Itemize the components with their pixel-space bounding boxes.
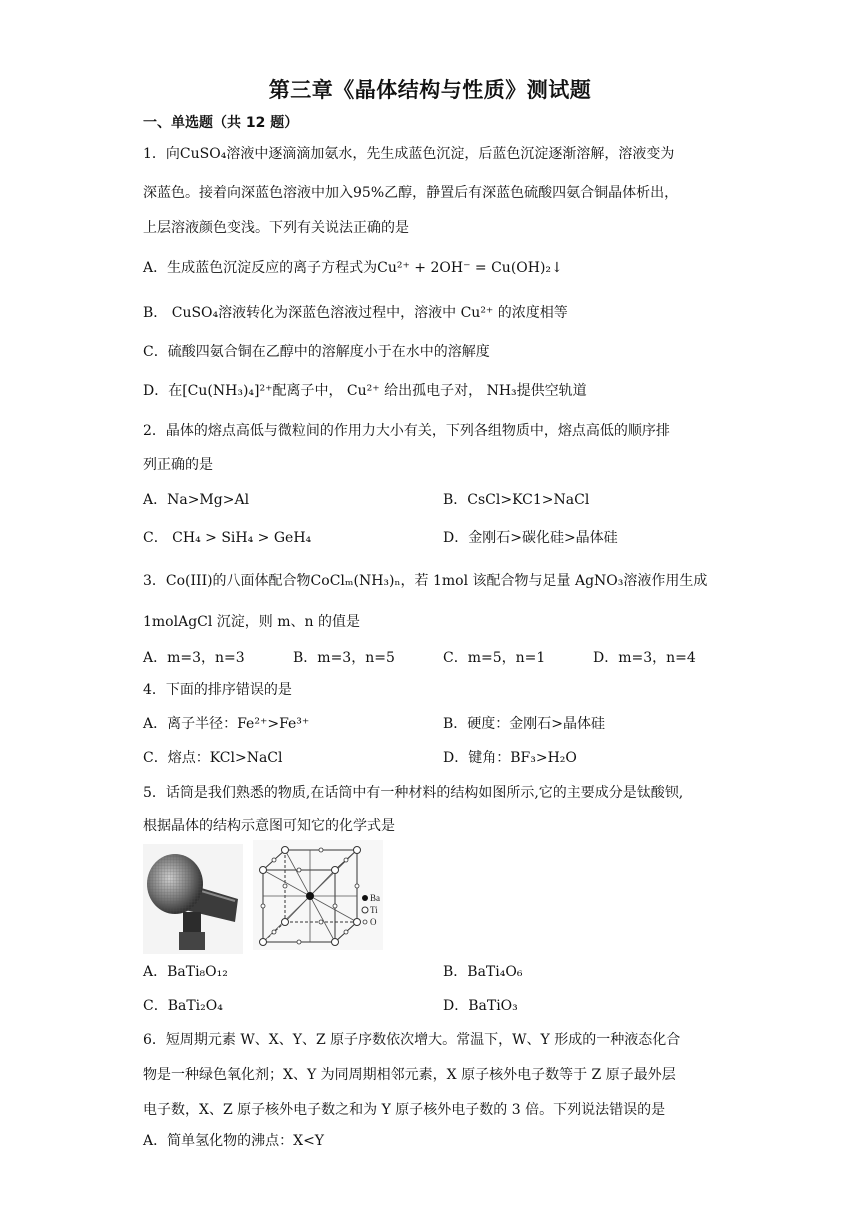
q1-option-c: C．硫酸四氨合铜在乙醇中的溶解度小于在水中的溶解度 xyxy=(143,344,490,360)
q1-stem-line3: 上层溶液颜色变浅。下列有关说法正确的是 xyxy=(143,220,409,236)
q5-option-c: C．BaTi₂O₄ xyxy=(143,998,223,1014)
q5-option-d: D．BaTiO₃ xyxy=(443,998,518,1014)
q6-option-a: A．简单氢化物的沸点：X<Y xyxy=(143,1133,325,1149)
q1-option-b: B． CuSO₄溶液转化为深蓝色溶液过程中，溶液中 Cu²⁺ 的浓度相等 xyxy=(143,305,568,321)
q5-stem-line2: 根据晶体的结构示意图可知它的化学式是 xyxy=(143,818,395,834)
legend-o: O xyxy=(370,917,377,927)
q3-option-b: B．m=3，n=5 xyxy=(293,650,395,666)
q3-option-c: C．m=5，n=1 xyxy=(443,650,546,666)
q2-stem-line2: 列正确的是 xyxy=(143,457,213,473)
legend-ti: Ti xyxy=(370,905,378,915)
crystal-structure-diagram xyxy=(253,840,383,950)
q6-stem-line3: 电子数，X、Z 原子核外电子数之和为 Y 原子核外电子数的 3 倍。下列说法错误的是 xyxy=(143,1102,666,1118)
q2-option-b: B．CsCl>KC1>NaCl xyxy=(443,492,590,508)
legend-ba: Ba xyxy=(370,893,380,903)
q1-option-d: D．在[Cu(NH₃)₄]²⁺配离子中， Cu²⁺ 给出孤电子对， NH₃提供空轨道 xyxy=(143,383,587,399)
q3-stem-line1: 3．Co(III)的八面体配合物CoClₘ(NH₃)ₙ，若 1mol 该配合物与足量 AgNO₃溶液作用生成 xyxy=(143,573,708,589)
q2-stem-line1: 2．晶体的熔点高低与微粒间的作用力大小有关，下列各组物质中，熔点高低的顺序排 xyxy=(143,423,670,439)
q4-stem: 4．下面的排序错误的是 xyxy=(143,682,292,698)
q4-option-c: C．熔点：KCl>NaCl xyxy=(143,750,283,766)
q5-stem-line1: 5．话筒是我们熟悉的物质,在话筒中有一种材料的结构如图所示,它的主要成分是钛酸钡, xyxy=(143,785,684,801)
q2-option-c: C． CH₄ > SiH₄ > GeH₄ xyxy=(143,530,312,546)
q1-option-a: A．生成蓝色沉淀反应的离子方程式为Cu²⁺ + 2OH⁻ = Cu(OH)₂↓ xyxy=(143,260,563,276)
page-title: 第三章《晶体结构与性质》测试题 xyxy=(268,78,592,102)
q3-option-a: A．m=3，n=3 xyxy=(143,650,245,666)
section-heading: 一、单选题（共 12 题） xyxy=(143,115,299,131)
q3-stem-line2: 1molAgCl 沉淀，则 m、n 的值是 xyxy=(143,614,360,630)
q4-option-d: D．键角：BF₃>H₂O xyxy=(443,750,577,766)
q3-option-d: D．m=3，n=4 xyxy=(593,650,696,666)
q2-option-d: D．金刚石>碳化硅>晶体硅 xyxy=(443,530,618,546)
q5-figure xyxy=(143,840,380,950)
q2-option-a: A．Na>Mg>Al xyxy=(143,492,250,508)
q1-stem-line2: 深蓝色。接着向深蓝色溶液中加入95%乙醇，静置后有深蓝色硫酸四氨合铜晶体析出， xyxy=(143,185,679,201)
microphone-image xyxy=(143,844,243,954)
q4-option-b: B．硬度：金刚石>晶体硅 xyxy=(443,716,606,732)
q1-stem-line1: 1．向CuSO₄溶液中逐滴滴加氨水，先生成蓝色沉淀，后蓝色沉淀逐渐溶解，溶液变为 xyxy=(143,146,675,162)
q5-option-b: B．BaTi₄O₆ xyxy=(443,964,523,980)
q6-stem-line2: 物是一种绿色氧化剂；X、Y 为同周期相邻元素，X 原子核外电子数等于 Z 原子最外层 xyxy=(143,1067,676,1083)
q6-stem-line1: 6．短周期元素 W、X、Y、Z 原子序数依次增大。常温下，W、Y 形成的一种液态化合 xyxy=(143,1032,681,1048)
q4-option-a: A．离子半径：Fe²⁺>Fe³⁺ xyxy=(143,716,310,732)
q5-option-a: A．BaTi₈O₁₂ xyxy=(143,964,228,980)
